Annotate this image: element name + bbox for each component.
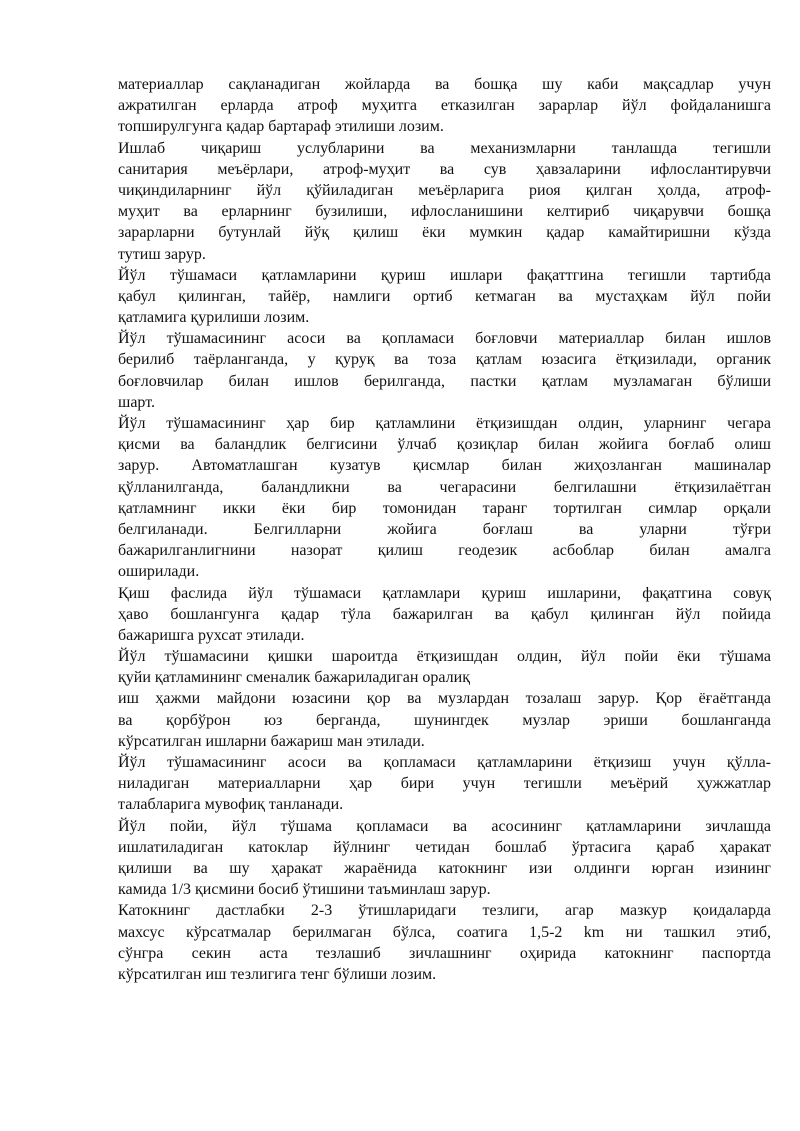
- text-line: қўлланилганда, баландликни ва чегарасини белгилашни ётқизилаётган: [118, 478, 771, 496]
- text-line: бажаришга рухсат этилади.: [118, 626, 305, 644]
- text-line: талабларига мувофиқ танланади.: [118, 796, 344, 814]
- paragraph: [118, 646, 771, 688]
- text-line: тутиш зарур.: [118, 245, 206, 263]
- text-line: зарур. Автоматлашган кузатув қисмлар билан жиҳозланган машиналар: [118, 457, 771, 475]
- text-line: ишлатиладиган катоклар йўлнинг четидан бошлаб ўртасига қараб ҳаракат: [118, 838, 771, 856]
- text-line: Йўл пойи, йўл тўшама қопламаси ва асосининг қатламларини зичлашда: [118, 817, 771, 835]
- paragraph: [118, 74, 771, 138]
- text-line: қилиши ва шу ҳаракат жараёнида катокнинг изи олдинги юрган изининг: [118, 859, 771, 877]
- paragraph: [118, 900, 771, 985]
- text-line: кўрсатилган ишларни бажариш ман этилади.: [118, 732, 425, 750]
- text-line: қатламига қурилиши лозим.: [118, 309, 310, 327]
- text-line: қатламнинг икки ёки бир томонидан таранг тортилган симлар орқали: [118, 499, 771, 517]
- paragraph: [118, 328, 771, 413]
- paragraph: [118, 816, 771, 901]
- text-line: санитария меъёрлари, атроф-муҳит ва сув ҳавзаларини ифлослантирувчи: [118, 160, 771, 178]
- text-line: Қиш фаслида йўл тўшамаси қатламлари қуриш ишларини, фақатгина совуқ: [118, 584, 771, 602]
- text-line: Йўл тўшамаси қатламларини қуриш ишлари фақаттгина тегишли тартибда: [118, 266, 771, 284]
- text-line: белгиланади. Белгилларни жойига боғлаш ва уларни тўғри: [118, 520, 771, 538]
- text-line: бажарилганлигнини назорат қилиш геодезик асбоблар билан амалга: [118, 542, 771, 560]
- text-line: ниладиган материалларни ҳар бири учун тегишли меъёрий ҳужжатлар: [118, 775, 771, 793]
- paragraph: [118, 413, 771, 583]
- text-line: берилиб таёрланганда, у қуруқ ва тоза қатлам юзасига ётқизилади, органик: [118, 351, 771, 369]
- text-line: муҳит ва ерларнинг бузилиши, ифлосланишини келтириб чиқарувчи бошқа: [118, 203, 771, 221]
- paragraph: [118, 752, 771, 816]
- text-line: топширулгунга қадар бартараф этилиши лозим.: [118, 118, 444, 136]
- text-line: иш ҳажми майдони юзасини қор ва музлардан тозалаш зарур. Қор ёғаётганда: [118, 690, 771, 708]
- text-line: чиқиндиларнинг йўл қўйиладиган меъёрларига риоя қилган ҳолда, атроф-: [118, 181, 771, 199]
- text-line: махсус кўрсатмалар берилмаган бўлса, соатига 1,5-2 km ни ташкил этиб,: [118, 923, 771, 941]
- text-line: қуйи қатламининг сменалик бажариладиган оралиқ: [118, 669, 470, 687]
- text-line: Йўл тўшамасини қишки шароитда ётқизишдан олдин, йўл пойи ёки тўшама: [118, 648, 771, 666]
- text-line: қисми ва баландлик белгисини ўлчаб қозиқлар билан жойига боғлаб олиш: [118, 436, 771, 454]
- text-line: камида 1/3 қисмини босиб ўтишини таъминлаш зарур.: [118, 881, 491, 899]
- document-body: [118, 74, 771, 985]
- text-line: зарарларни бутунлай йўқ қилиш ёки мумкин қадар камайтиришни кўзда: [118, 224, 771, 242]
- text-line: Йўл тўшамасининг асоси ва қопламаси боғловчи материаллар билан ишлов: [118, 330, 771, 348]
- text-line: ва қорбўрон юз берганда, шунингдек музлар эриши бошланганда: [118, 711, 771, 729]
- text-line: Ишлаб чиқариш услубларини ва механизмларни танлашда тегишли: [118, 139, 771, 157]
- text-line: боғловчилар билан ишлов берилганда, пастки қатлам музламаган бўлиши: [118, 372, 771, 390]
- text-line: Йўл тўшамасининг ҳар бир қатламлини ётқизишдан олдин, уларнинг чегара: [118, 415, 771, 432]
- text-line: Йўл тўшамасининг асоси ва қопламаси қатламларини ётқизиш учун қўлла-: [118, 754, 771, 771]
- text-line: шарт.: [118, 393, 155, 411]
- paragraph: [118, 138, 771, 265]
- paragraph: [118, 265, 771, 329]
- text-line: ажратилган ерларда атроф муҳитга етказилган зарарлар йўл фойдаланишга: [118, 97, 771, 115]
- text-line: материаллар сақланадиган жойларда ва бошқа шу каби мақсадлар учун: [118, 76, 771, 93]
- paragraph: [118, 583, 771, 647]
- text-line: кўрсатилган иш тезлигига тенг бўлиши лозим.: [118, 965, 437, 983]
- text-line: Катокнинг дастлабки 2-3 ўтишларидаги тезлиги, агар мазкур қоидаларда: [118, 902, 771, 920]
- text-line: сўнгра секин аста тезлашиб зичлашнинг оҳирида катокнинг паспортда: [118, 944, 771, 962]
- text-line: ҳаво бошлангунга қадар тўла бажарилган ва қабул қилинган йўл пойида: [118, 605, 771, 623]
- text-line: оширилади.: [118, 563, 200, 581]
- text-line: қабул қилинган, тайёр, намлиги ортиб кетмаган ва мустаҳкам йўл пойи: [118, 287, 771, 305]
- paragraph: [118, 688, 771, 752]
